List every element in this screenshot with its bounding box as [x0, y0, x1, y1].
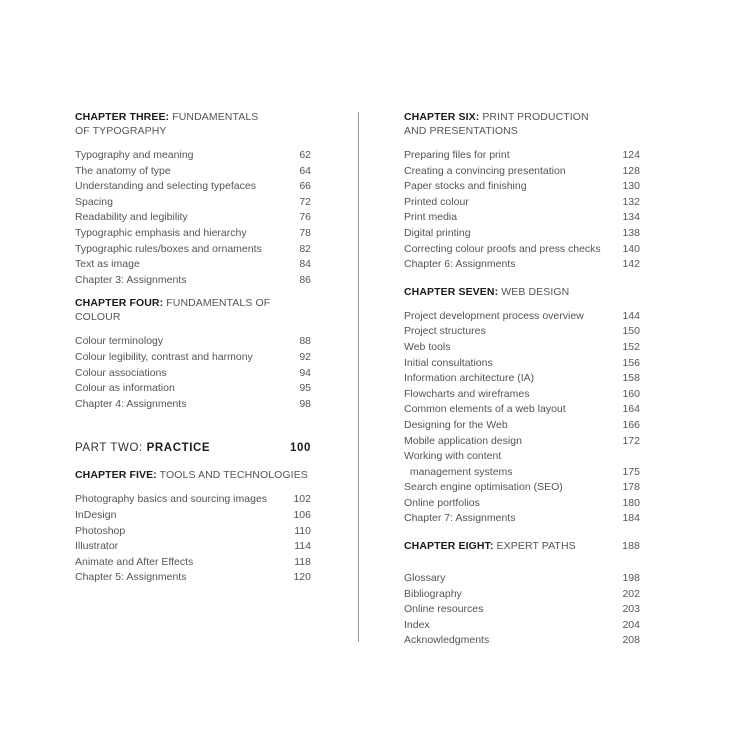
- entry-page: 202: [622, 587, 640, 600]
- chapter-seven-section: [404, 285, 640, 527]
- entry-page: 204: [622, 618, 640, 631]
- chapter-number: CHAPTER EIGHT:: [404, 540, 494, 553]
- entry-title: Chapter 4: Assignments: [75, 397, 187, 410]
- toc-entry: [75, 381, 311, 397]
- entry-title: Typographic emphasis and hierarchy: [75, 226, 247, 239]
- toc-entry: [75, 164, 311, 180]
- entry-page: 82: [299, 242, 311, 255]
- entry-title: Designing for the Web: [404, 418, 508, 431]
- toc-entry: [404, 511, 640, 527]
- entry-page: 144: [622, 309, 640, 322]
- entry-page: 94: [299, 366, 311, 379]
- chapter-four-entries: [75, 334, 311, 412]
- entry-title: Common elements of a web layout: [404, 403, 566, 416]
- entry-title: Colour legibility, contrast and harmony: [75, 350, 253, 363]
- toc-entry: [404, 179, 640, 195]
- toc-entry: [404, 618, 640, 634]
- entry-title: Online resources: [404, 603, 484, 616]
- entry-title: Bibliography: [404, 587, 462, 600]
- toc-entry: [404, 496, 640, 512]
- entry-title: Acknowledgments: [404, 634, 490, 647]
- toc-entry: [404, 387, 640, 403]
- toc-entry: [404, 340, 640, 356]
- entry-title: Project structures: [404, 325, 486, 338]
- toc-entry: [75, 273, 311, 289]
- entry-page: 152: [622, 340, 640, 353]
- toc-entry: [75, 366, 311, 382]
- toc-left-column: [75, 110, 311, 586]
- entry-title: Chapter 6: Assignments: [404, 258, 516, 271]
- entry-page: 102: [293, 493, 311, 506]
- toc-entry: [75, 555, 311, 571]
- entry-title: management systems: [404, 465, 513, 478]
- chapter-three-heading: [75, 110, 275, 138]
- column-divider: [358, 112, 359, 642]
- chapter-title: TOOLS AND TECHNOLOGIES: [159, 469, 308, 482]
- entry-page: 106: [293, 508, 311, 521]
- entry-page: 134: [622, 211, 640, 224]
- part-title: PRACTICE: [146, 442, 211, 455]
- entry-title: Typography and meaning: [75, 149, 194, 161]
- chapter-number: CHAPTER THREE:: [75, 111, 170, 123]
- entry-title: Preparing files for print: [404, 149, 510, 161]
- entry-page: 98: [299, 397, 311, 410]
- entry-title: Digital printing: [404, 226, 471, 239]
- toc-entry: [75, 148, 311, 164]
- entry-page: 76: [299, 211, 311, 224]
- entry-page: 88: [299, 335, 311, 348]
- entry-title: Mobile application design: [404, 434, 522, 447]
- toc-entry: [404, 242, 640, 258]
- toc-entry: [404, 571, 640, 587]
- entry-title: Spacing: [75, 195, 113, 208]
- entry-page: 118: [294, 555, 311, 568]
- entry-page: 128: [622, 164, 640, 177]
- entry-page: 92: [299, 350, 311, 363]
- chapter-three-entries: [75, 148, 311, 288]
- chapter-title: PRINT PRODUCTION AND PRESENTATIONS: [404, 111, 589, 137]
- entry-page: 138: [622, 226, 640, 239]
- toc-entry: [404, 210, 640, 226]
- entry-page: 120: [293, 571, 311, 584]
- chapter-title: FUNDAMENTALS OF COLOUR: [75, 297, 271, 324]
- entry-title: Readability and legibility: [75, 211, 188, 224]
- entry-title: Printed colour: [404, 195, 469, 208]
- entry-page: 175: [622, 465, 640, 478]
- toc-entry: [404, 449, 640, 465]
- chapter-page: 188: [622, 540, 640, 553]
- entry-title: The anatomy of type: [75, 164, 171, 177]
- toc-entry: [75, 242, 311, 258]
- toc-entry: [404, 164, 640, 180]
- chapter-number: CHAPTER FIVE:: [75, 469, 157, 482]
- chapter-title: WEB DESIGN: [501, 285, 570, 298]
- entry-page: 62: [299, 149, 311, 161]
- toc-entry: [404, 434, 640, 450]
- toc-entry: [404, 402, 640, 418]
- toc-entry: [75, 210, 311, 226]
- chapter-number: CHAPTER FOUR:: [75, 297, 164, 310]
- chapter-five-entries: [75, 492, 311, 586]
- entry-title: Working with content: [404, 450, 502, 463]
- part-page: 100: [290, 442, 311, 455]
- toc-entry: [404, 324, 640, 340]
- chapter-title: EXPERT PATHS: [496, 540, 576, 553]
- entry-title: Colour as information: [75, 382, 175, 395]
- entry-page: 95: [299, 382, 311, 395]
- toc-entry: [75, 492, 311, 508]
- toc-entry: [404, 633, 640, 649]
- entry-page: 130: [622, 180, 640, 193]
- chapter-three-section: [75, 110, 311, 288]
- toc-entry: [75, 195, 311, 211]
- entry-page: 180: [622, 496, 640, 509]
- entry-title: Web tools: [404, 340, 451, 353]
- toc-entry: [75, 350, 311, 366]
- chapter-four-section: [75, 296, 311, 412]
- chapter-six-heading: [404, 110, 604, 138]
- toc-right-column: [404, 110, 640, 649]
- entry-page: 84: [299, 258, 311, 271]
- entry-page: 158: [622, 372, 640, 385]
- chapter-eight-heading: [404, 539, 640, 553]
- entry-page: 166: [622, 418, 640, 431]
- entry-title: Understanding and selecting typefaces: [75, 180, 256, 193]
- entry-title: Print media: [404, 211, 458, 224]
- entry-page: 203: [622, 603, 640, 616]
- chapter-number: CHAPTER SIX:: [404, 111, 480, 123]
- entry-page: 86: [299, 273, 311, 286]
- toc-entry: [404, 195, 640, 211]
- entry-page: 156: [622, 356, 640, 369]
- entry-page: 150: [622, 325, 640, 338]
- entry-page: 140: [622, 242, 640, 255]
- entry-title: Glossary: [404, 572, 446, 585]
- entry-title: Information architecture (IA): [404, 372, 535, 385]
- toc-entry: [404, 257, 640, 273]
- toc-entry: [404, 465, 640, 481]
- entry-page: 66: [299, 180, 311, 193]
- entry-title: Flowcharts and wireframes: [404, 387, 530, 400]
- chapter-seven-entries: [404, 309, 640, 527]
- entry-page: 114: [294, 540, 311, 553]
- entry-title: Paper stocks and finishing: [404, 180, 527, 193]
- chapter-seven-heading: [404, 285, 640, 299]
- chapter-title: FUNDAMENTALS OF TYPOGRAPHY: [75, 111, 259, 137]
- toc-entry: [404, 418, 640, 434]
- entry-page: 110: [294, 524, 311, 537]
- entry-title: Colour terminology: [75, 335, 164, 348]
- part-label: PART TWO:: [75, 442, 143, 455]
- entry-title: Search engine optimisation (SEO): [404, 481, 563, 494]
- entry-title: Colour associations: [75, 366, 167, 379]
- backmatter-entries: [404, 571, 640, 649]
- entry-title: InDesign: [75, 508, 117, 521]
- entry-title: Typographic rules/boxes and ornaments: [75, 242, 262, 255]
- entry-title: Chapter 5: Assignments: [75, 571, 187, 584]
- chapter-six-entries: [404, 148, 640, 273]
- entry-page: 178: [622, 481, 640, 494]
- entry-page: 78: [299, 226, 311, 239]
- toc-entry: [404, 371, 640, 387]
- toc-entry: [75, 539, 311, 555]
- toc-entry: [75, 257, 311, 273]
- entry-title: Index: [404, 618, 430, 631]
- entry-title: Initial consultations: [404, 356, 493, 369]
- chapter-number: CHAPTER SEVEN:: [404, 285, 499, 298]
- entry-title: Project development process overview: [404, 309, 584, 322]
- entry-title: Chapter 7: Assignments: [404, 512, 516, 525]
- toc-entry: [75, 334, 311, 350]
- entry-title: Chapter 3: Assignments: [75, 273, 187, 286]
- toc-entry: [404, 480, 640, 496]
- entry-page: 198: [622, 572, 640, 585]
- chapter-six-section: [404, 110, 640, 273]
- chapter-five-section: [75, 468, 311, 586]
- entry-page: 64: [299, 164, 311, 177]
- entry-page: 164: [622, 403, 640, 416]
- entry-page: 72: [299, 195, 311, 208]
- entry-page: 160: [622, 387, 640, 400]
- toc-entry: [75, 226, 311, 242]
- entry-page: 124: [622, 149, 640, 161]
- entry-title: Photography basics and sourcing images: [75, 493, 268, 506]
- toc-entry: [404, 356, 640, 372]
- entry-page: 132: [622, 195, 640, 208]
- entry-page: 208: [622, 634, 640, 647]
- toc-entry: [404, 587, 640, 603]
- entry-title: Text as image: [75, 258, 140, 271]
- entry-page: 172: [622, 434, 640, 447]
- toc-entry: [75, 524, 311, 540]
- entry-title: Creating a convincing presentation: [404, 164, 566, 177]
- toc-entry: [75, 179, 311, 195]
- entry-page: 184: [622, 512, 640, 525]
- chapter-four-heading: [75, 296, 311, 324]
- toc-entry: [404, 602, 640, 618]
- entry-page: 142: [622, 258, 640, 271]
- entry-title: Correcting colour proofs and press checks: [404, 242, 601, 255]
- toc-entry: [404, 148, 640, 164]
- part-two-heading: [75, 442, 311, 454]
- entry-title: Online portfolios: [404, 496, 480, 509]
- entry-title: Illustrator: [75, 540, 119, 553]
- toc-entry: [75, 508, 311, 524]
- toc-entry: [75, 397, 311, 413]
- toc-entry: [75, 570, 311, 586]
- entry-title: Animate and After Effects: [75, 555, 194, 568]
- toc-entry: [404, 226, 640, 242]
- chapter-five-heading: [75, 468, 311, 482]
- toc-entry: [404, 309, 640, 325]
- entry-title: Photoshop: [75, 524, 126, 537]
